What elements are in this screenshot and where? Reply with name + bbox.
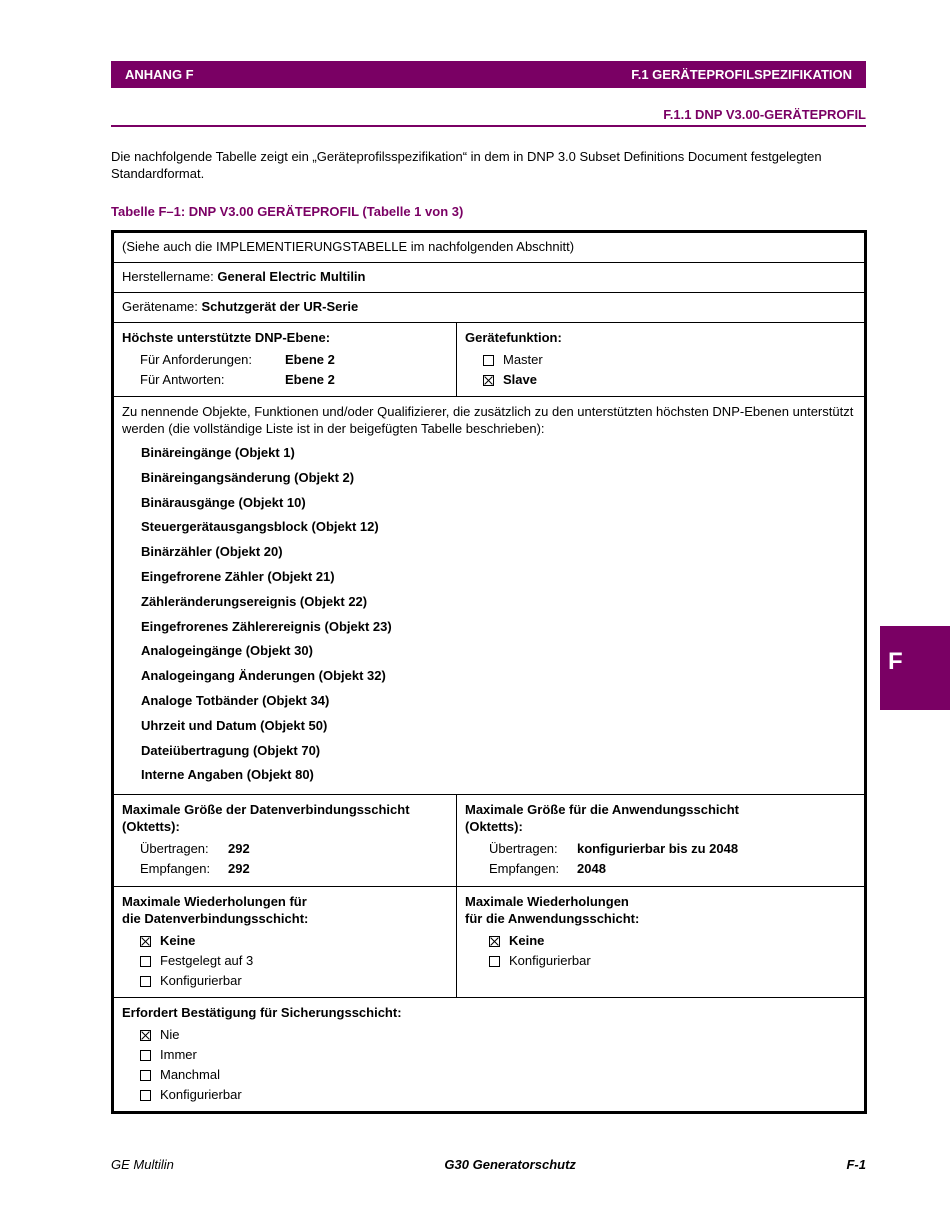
app-retries-title-2: für die Anwendungsschicht: <box>465 911 640 927</box>
option-fixed-3 <box>122 951 448 971</box>
option-label: Slave <box>503 372 537 387</box>
option-label: Keine <box>509 933 545 949</box>
requests-label: Für Anforderungen: <box>140 352 253 367</box>
app-retries-cell <box>457 887 864 997</box>
transmit-value: 292 <box>228 841 250 857</box>
option-none <box>465 931 856 951</box>
header-bar <box>111 61 866 88</box>
checked-box-icon <box>489 936 500 947</box>
manufacturer-label: Herstellername: <box>122 269 214 284</box>
layer-size-row <box>114 795 864 887</box>
table-caption: Tabelle F–1: DNP V3.00 GERÄTEPROFIL (Tabelle 1 von 3) <box>111 204 464 219</box>
device-name-label: Gerätename: <box>122 299 198 314</box>
receive-value: 2048 <box>577 861 606 877</box>
option-configurable <box>465 951 856 971</box>
appendix-side-tab: F <box>880 626 950 710</box>
checkbox-icon <box>489 956 500 967</box>
device-function-cell <box>457 323 864 396</box>
appendix-label: ANHANG F <box>125 67 194 82</box>
dnp-level-title: Höchste unterstützte DNP-Ebene: <box>122 330 331 345</box>
transmit-label: Übertragen: <box>140 841 209 857</box>
requests-value: Ebene 2 <box>285 352 335 367</box>
intro-paragraph: Die nachfolgende Tabelle zeigt ein „Geräteprofilsspezifikation“ in dem in DNP 3.0 Subset Definitions Document festgelegten Standardformat. <box>111 149 822 181</box>
app-layer-size-title-2: (Oktetts): <box>465 819 523 835</box>
receive-value: 292 <box>228 861 250 877</box>
option-sometimes <box>122 1065 856 1085</box>
object-item: Eingefrorenes Zählerereignis (Objekt 23) <box>141 618 392 634</box>
option-never <box>122 1025 856 1045</box>
option-none <box>122 931 448 951</box>
option-label: Nie <box>160 1027 180 1043</box>
checkbox-icon <box>140 1070 151 1081</box>
receive-label: Empfangen: <box>489 861 560 877</box>
object-item: Dateiübertragung (Objekt 70) <box>141 742 321 758</box>
option-label: Master <box>503 352 543 367</box>
confirmation-title: Erfordert Bestätigung für Sicherungsschicht: <box>122 1005 402 1021</box>
responses-label: Für Antworten: <box>140 372 225 387</box>
device-name-row <box>114 293 864 323</box>
see-also-text: (Siehe auch die IMPLEMENTIERUNGSTABELLE im nachfolgenden Abschnitt) <box>122 239 575 254</box>
link-layer-size-cell <box>114 795 457 886</box>
device-function-title: Gerätefunktion: <box>465 330 562 345</box>
page-number: F-1 <box>846 1157 866 1172</box>
checkbox-icon <box>140 956 151 967</box>
object-item: Binärausgänge (Objekt 10) <box>141 494 306 510</box>
object-item: Analogeingang Änderungen (Objekt 32) <box>141 668 386 684</box>
app-retries-title-1: Maximale Wiederholungen <box>465 894 629 910</box>
manufacturer-value: General Electric Multilin <box>217 269 366 284</box>
object-item: Steuergerätausgangsblock (Objekt 12) <box>141 519 379 535</box>
dnp-level-cell <box>114 323 457 396</box>
link-transmit-line <box>122 839 448 859</box>
option-label: Konfigurierbar <box>509 953 591 969</box>
link-retries-title-1: Maximale Wiederholungen für <box>122 894 307 910</box>
confirmation-row <box>114 998 864 1111</box>
option-label: Keine <box>160 933 196 949</box>
object-item: Binäreingangsänderung (Objekt 2) <box>141 469 355 485</box>
objects-row <box>114 397 864 795</box>
transmit-value: konfigurierbar bis zu 2048 <box>577 841 739 857</box>
checkbox-icon <box>140 1090 151 1101</box>
footer-company: GE Multilin <box>111 1157 174 1172</box>
app-layer-size-cell <box>457 795 864 886</box>
transmit-label: Übertragen: <box>489 841 558 857</box>
option-label: Manchmal <box>160 1067 220 1083</box>
section-title: F.1 GERÄTEPROFILSPEZIFIKATION <box>631 67 852 82</box>
app-receive-line <box>465 859 856 879</box>
object-item: Binäreingänge (Objekt 1) <box>141 445 295 460</box>
dnp-level-row <box>114 323 864 397</box>
link-retries-cell <box>114 887 457 997</box>
option-label: Festgelegt auf 3 <box>160 953 254 969</box>
checked-box-icon <box>140 936 151 947</box>
objects-intro: Zu nennende Objekte, Funktionen und/oder Qualifizierer, die zusätzlich zu den unterstützten höchsten DNP-Ebenen unterstützt werden (die vollständige Liste ist in der beigefügten Tabelle beschrieben): <box>122 404 854 436</box>
retries-row <box>114 887 864 998</box>
checked-box-icon <box>140 1030 151 1041</box>
object-item: Analoge Totbänder (Objekt 34) <box>141 692 330 708</box>
checkbox-icon <box>140 1050 151 1061</box>
option-always <box>122 1045 856 1065</box>
option-configurable <box>122 971 448 991</box>
app-layer-size-title-1: Maximale Größe für die Anwendungsschicht <box>465 802 740 818</box>
object-item: Zähleränderungsereignis (Objekt 22) <box>141 593 368 609</box>
object-item: Uhrzeit und Datum (Objekt 50) <box>141 717 328 733</box>
manufacturer-row <box>114 263 864 293</box>
object-item: Binärzähler (Objekt 20) <box>141 544 283 560</box>
link-receive-line <box>122 859 448 879</box>
link-layer-size-title-1: Maximale Größe der Datenverbindungsschicht <box>122 802 410 818</box>
option-configurable <box>122 1085 856 1105</box>
option-master <box>465 350 856 370</box>
requests-line <box>122 350 448 370</box>
object-item: Interne Angaben (Objekt 80) <box>141 767 314 783</box>
checkbox-icon <box>140 976 151 987</box>
footer-product: G30 Generatorschutz <box>444 1157 576 1172</box>
option-label: Konfigurierbar <box>160 1087 242 1103</box>
subsection-title: F.1.1 DNP V3.00-GERÄTEPROFIL <box>111 107 866 127</box>
responses-line <box>122 370 448 390</box>
checkbox-icon <box>483 355 494 366</box>
page-footer <box>111 1157 866 1172</box>
responses-value: Ebene 2 <box>285 372 335 387</box>
option-label: Konfigurierbar <box>160 973 242 989</box>
option-label: Immer <box>160 1047 197 1063</box>
device-name-value: Schutzgerät der UR-Serie <box>201 299 359 314</box>
object-item: Analogeingänge (Objekt 30) <box>141 643 313 659</box>
object-item: Eingefrorene Zähler (Objekt 21) <box>141 568 335 584</box>
device-profile-table <box>111 230 867 1114</box>
option-slave <box>465 370 856 390</box>
checked-box-icon <box>483 375 494 386</box>
link-retries-title-2: die Datenverbindungsschicht: <box>122 911 309 927</box>
link-layer-size-title-2: (Oktetts): <box>122 819 180 835</box>
app-transmit-line <box>465 839 856 859</box>
receive-label: Empfangen: <box>140 861 211 877</box>
see-also-row <box>114 233 864 263</box>
